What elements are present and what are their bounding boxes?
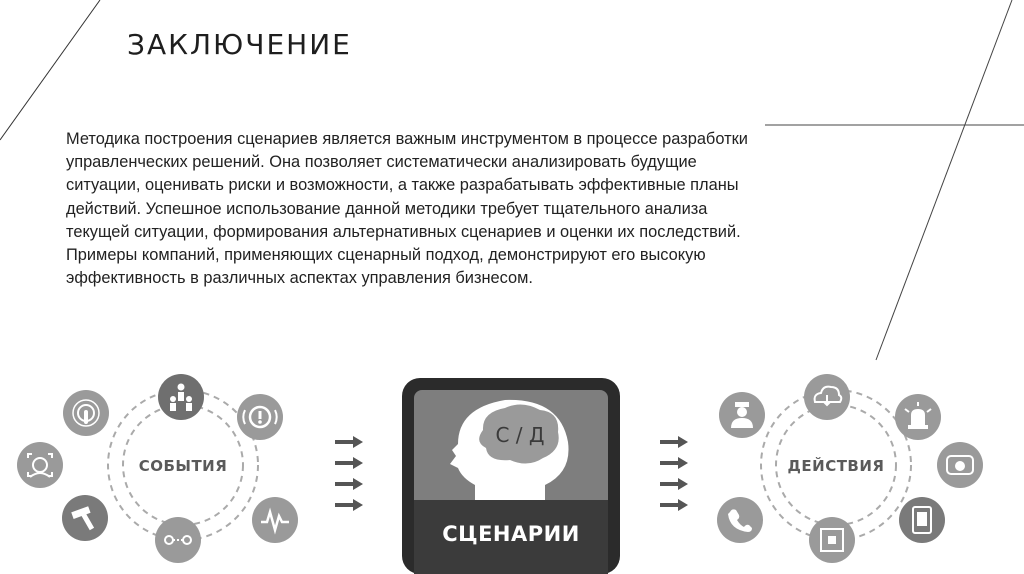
box-icon bbox=[809, 517, 855, 563]
crowd-icon bbox=[158, 374, 204, 420]
hammer-icon bbox=[62, 495, 108, 541]
face-scan-icon bbox=[17, 442, 63, 488]
cloud-icon bbox=[804, 374, 850, 420]
scenarios-label: СЦЕНАРИИ bbox=[442, 522, 580, 546]
tablet-icon bbox=[899, 497, 945, 543]
phone-icon bbox=[717, 497, 763, 543]
touch-icon bbox=[63, 390, 109, 436]
scenarios-device bbox=[402, 378, 620, 574]
pulse-icon bbox=[252, 497, 298, 543]
person-icon bbox=[719, 392, 765, 438]
events-label: СОБЫТИЯ bbox=[138, 457, 228, 475]
scenario-diagram bbox=[0, 360, 1024, 574]
actions-cluster bbox=[717, 374, 983, 563]
right-arrows bbox=[660, 436, 688, 511]
brain-label: С / Д bbox=[495, 423, 545, 447]
slide-title: ЗАКЛЮЧЕНИЕ bbox=[127, 28, 352, 61]
disc-icon bbox=[937, 442, 983, 488]
left-arrows bbox=[335, 436, 363, 511]
slide-paragraph: Методика построения сценариев является важным инструментом в процессе разработки управленческих решений. Она позволяет систематически анализировать будущие ситуации, оценивать риски и возможности, а также разрабатывать эффективные планы действий. Успешное использование данной методики требует тщательного анализа текущей ситуации, формирования альтернативных сценариев и оценки их последствий. Примеры компаний, применяющих сценарный подход, демонстрируют его высокую эффективность в различных аспектах управления бизнесом. bbox=[66, 130, 748, 288]
events-cluster bbox=[17, 374, 298, 563]
link-icon bbox=[155, 517, 201, 563]
siren-icon bbox=[895, 394, 941, 440]
alert-icon bbox=[237, 394, 283, 440]
actions-label: ДЕЙСТВИЯ bbox=[787, 457, 885, 475]
